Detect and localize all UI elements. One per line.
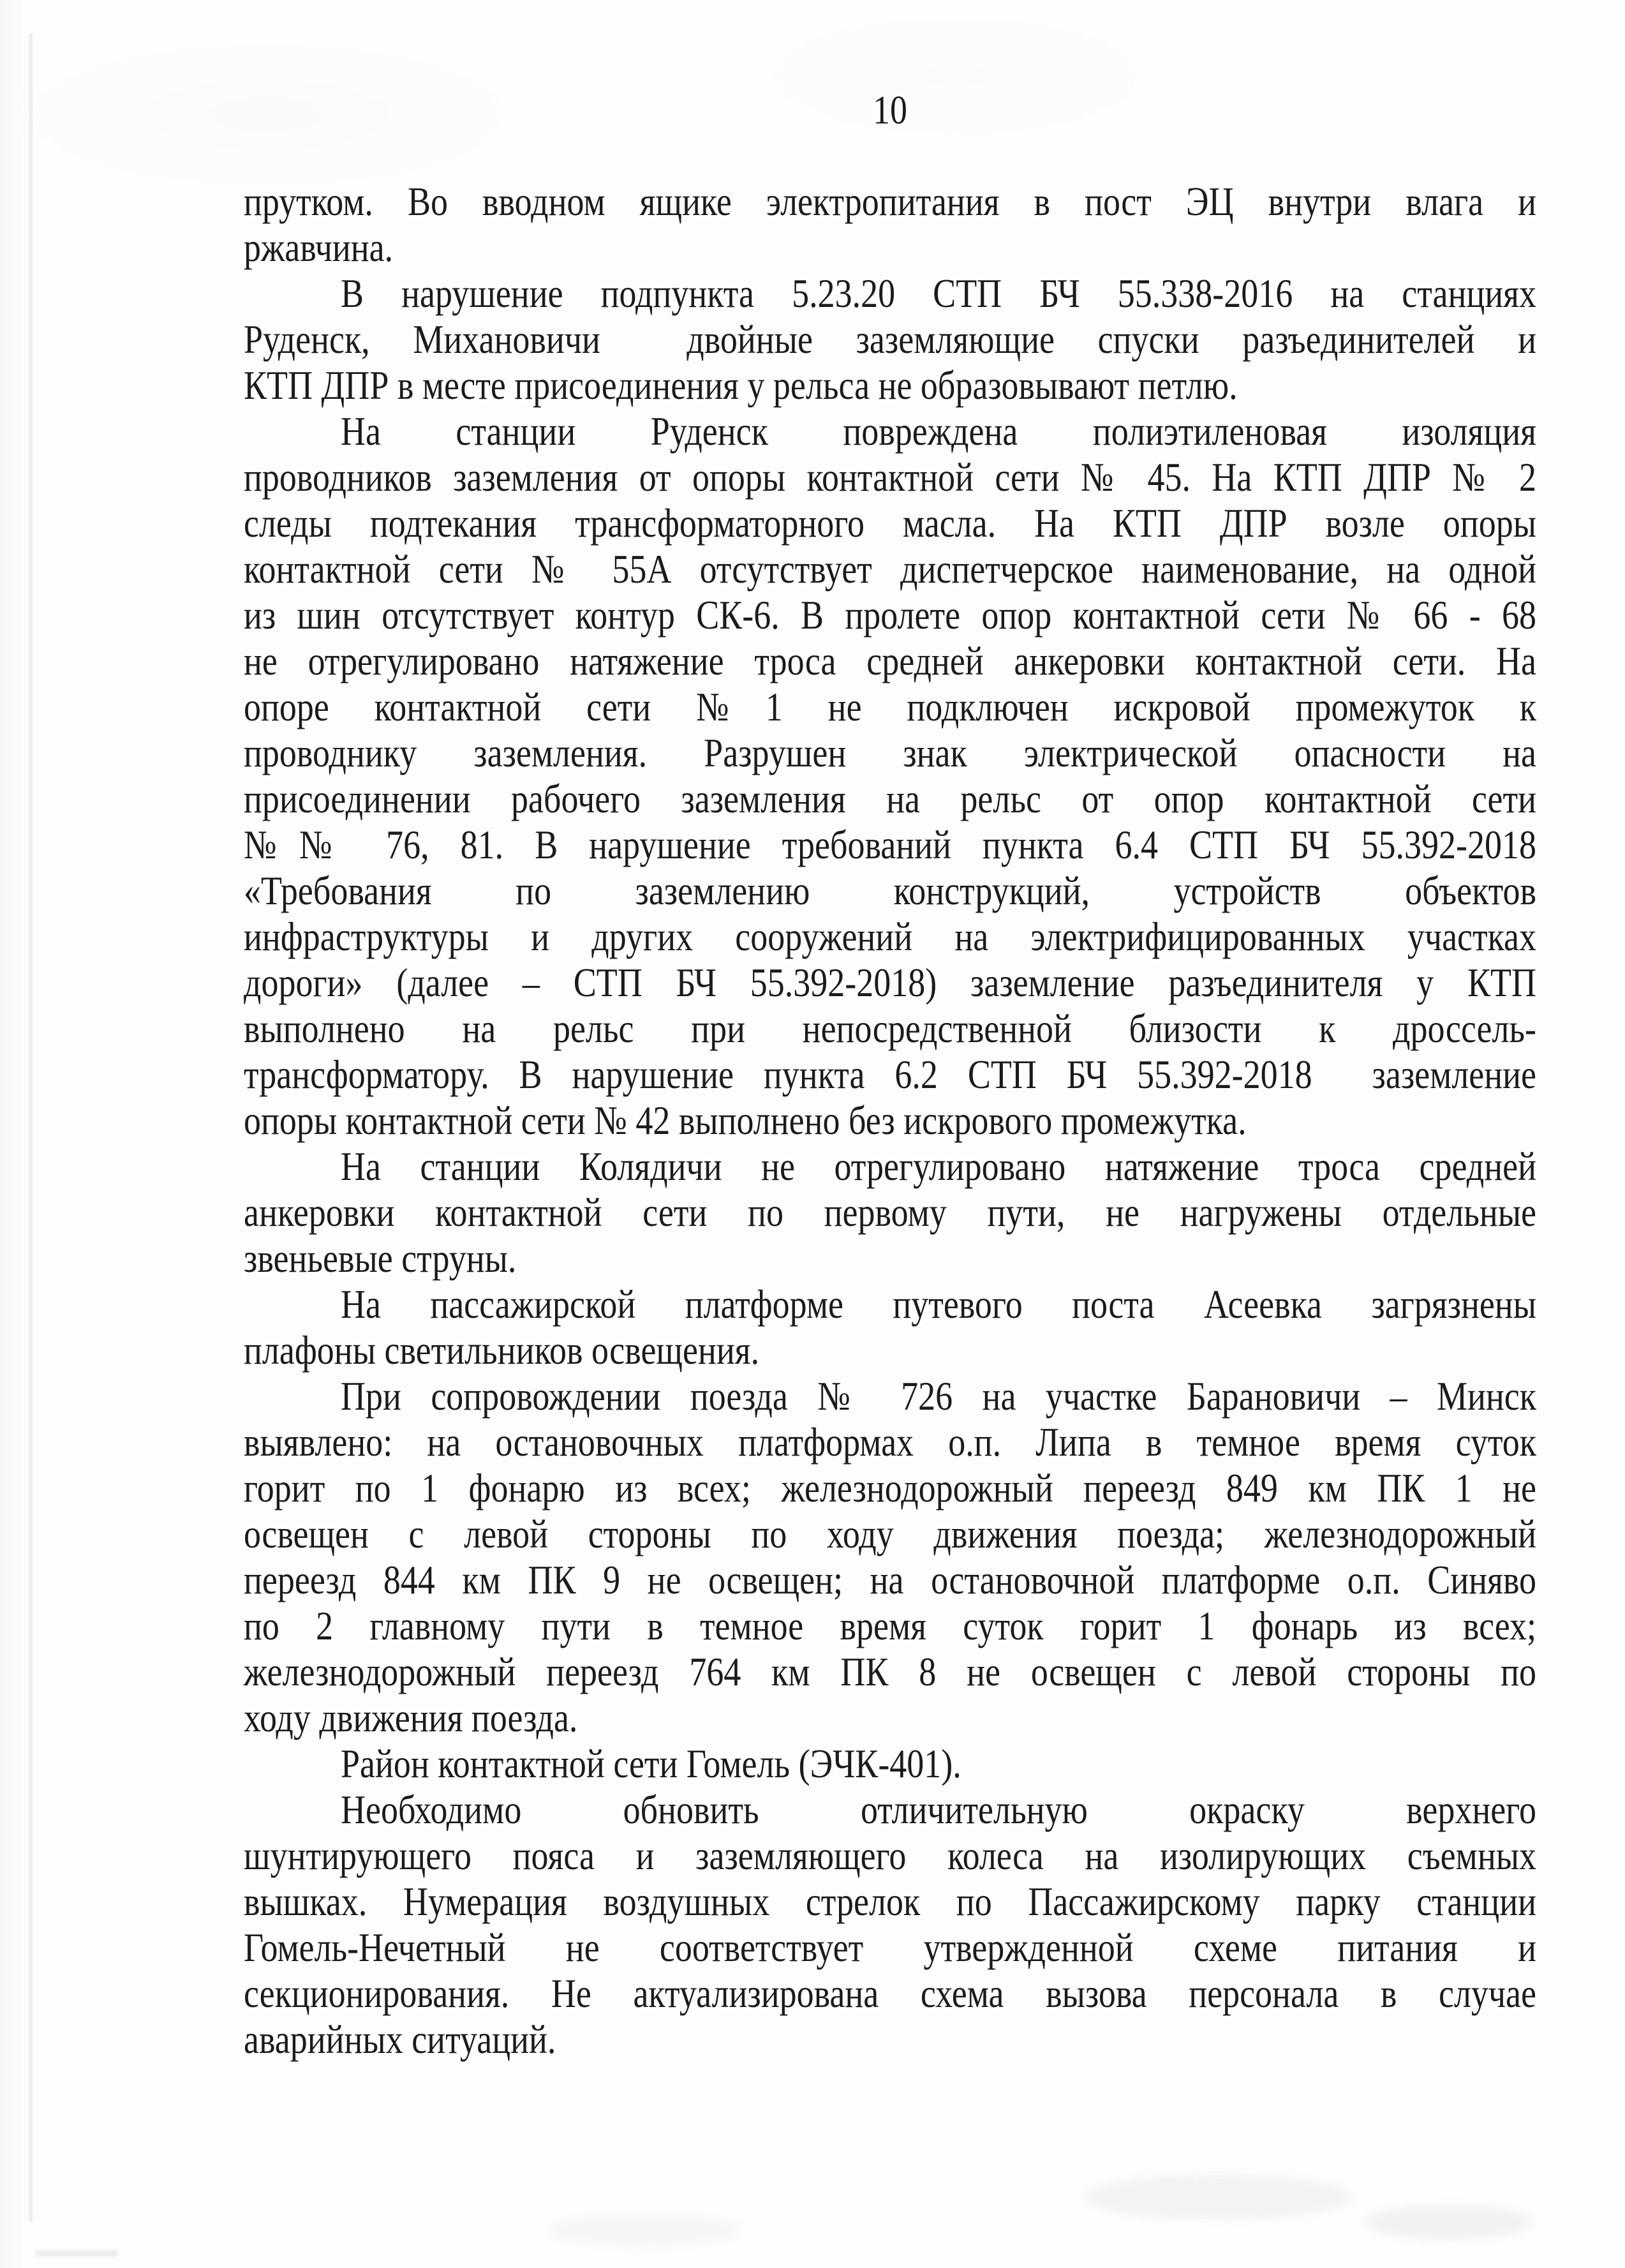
text-line: прутком. Во вводном ящике электропитания в пост ЭЦ внутри влага и — [244, 179, 1536, 225]
scan-smudge — [1085, 2175, 1353, 2220]
text-line: освещен с левой стороны по ходу движения поезда; железнодорожный — [244, 1511, 1536, 1557]
text-line: плафоны светильников освещения. — [244, 1327, 760, 1373]
text-line: КТП ДПР в месте присоединения у рельса не образовывают петлю. — [244, 362, 1238, 408]
text-line: присоединении рабочего заземления на рельс от опор контактной сети — [244, 776, 1536, 822]
text-line: горит по 1 фонарю из всех; железнодорожный переезд 849 км ПК 1 не — [244, 1465, 1536, 1511]
text-line: из шин отсутствует контур СК-6. В пролете опор контактной сети № 66 - 68 — [244, 592, 1536, 638]
text-line: звеньевые струны. — [244, 1235, 517, 1281]
text-line: проводнику заземления. Разрушен знак электрической опасности на — [244, 730, 1536, 776]
text-line: ржавчина. — [244, 225, 394, 271]
text-line: В нарушение подпункта 5.23.20 СТП БЧ 55.338-2016 на станциях — [341, 271, 1536, 317]
text-line: опоры контактной сети № 42 выполнено без искрового промежутка. — [244, 1098, 1247, 1144]
text-line: трансформатору. В нарушение пункта 6.2 СТП БЧ 55.392-2018 заземление — [244, 1052, 1536, 1098]
text-line: Гомель-Нечетный не соответствует утвержденной схеме питания и — [244, 1925, 1536, 1971]
scan-left-shadow — [0, 0, 23, 2268]
text-line: вышках. Нумерация воздушных стрелок по Пассажирскому парку станции — [244, 1879, 1536, 1925]
text-line: ходу движения поезда. — [244, 1695, 578, 1741]
scan-fold-line — [29, 33, 33, 2222]
text-line: Необходимо обновить отличительную окраску верхнего — [341, 1787, 1536, 1833]
text-line: аварийных ситуаций. — [244, 2017, 556, 2063]
text-line: «Требования по заземлению конструкций, устройств объектов — [244, 868, 1536, 914]
text-line: выполнено на рельс при непосредственной близости к дроссель- — [244, 1006, 1536, 1052]
text-line: переезд 844 км ПК 9 не освещен; на остановочной платформе о.п. Синяво — [244, 1557, 1536, 1603]
text-line: анкеровки контактной сети по первому пути, не нагружены отдельные — [244, 1190, 1536, 1235]
text-line: следы подтекания трансформаторного масла. На КТП ДПР возле опоры — [244, 500, 1536, 546]
text-line: проводников заземления от опоры контактной сети № 45. На КТП ДПР № 2 — [244, 454, 1536, 500]
text-line: опоре контактной сети №1 не подключен искровой промежуток к — [244, 684, 1536, 730]
text-line: На станции Руденск повреждена полиэтиленовая изоляция — [341, 408, 1536, 454]
scan-smudge — [549, 2214, 740, 2246]
text-line: инфраструктуры и других сооружений на электрифицированных участках — [244, 914, 1536, 960]
text-line: Руденск, Михановичи двойные заземляющие спуски разъединителей и — [244, 317, 1536, 362]
text-line: железнодорожный переезд 764 км ПК 8 не освещен с левой стороны по — [244, 1649, 1536, 1695]
text-line: Район контактной сети Гомель (ЭЧК-401). — [341, 1741, 961, 1787]
text-line: №№ 76, 81. В нарушение требований пункта 6.4 СТП БЧ 55.392-2018 — [244, 822, 1536, 868]
text-line: не отрегулировано натяжение троса средней анкеровки контактной сети. На — [244, 638, 1536, 684]
text-line: выявлено: на остановочных платформах о.п. Липа в темное время суток — [244, 1419, 1536, 1465]
text-line: При сопровождении поезда № 726 на участке Барановичи – Минск — [341, 1373, 1536, 1419]
text-line: по 2 главному пути в темное время суток горит 1 фонарь из всех; — [244, 1603, 1536, 1649]
scan-smudge — [35, 2250, 118, 2257]
page-number: 10 — [873, 87, 907, 133]
text-line: шунтирующего пояса и заземляющего колеса на изолирующих съемных — [244, 1833, 1536, 1879]
text-line: На станции Колядичи не отрегулировано натяжение троса средней — [341, 1144, 1536, 1190]
scan-smudge — [1365, 2205, 1531, 2240]
text-line: секционирования. Не актуализирована схема вызова персонала в случае — [244, 1971, 1536, 2017]
text-line: На пассажирской платформе путевого поста Асеевка загрязнены — [341, 1281, 1536, 1327]
text-line: контактной сети № 55А отсутствует диспетчерское наименование, на одной — [244, 546, 1536, 592]
document-body — [244, 179, 1536, 2063]
text-line: дороги» (далее – СТП БЧ 55.392-2018) заземление разъединителя у КТП — [244, 960, 1536, 1006]
